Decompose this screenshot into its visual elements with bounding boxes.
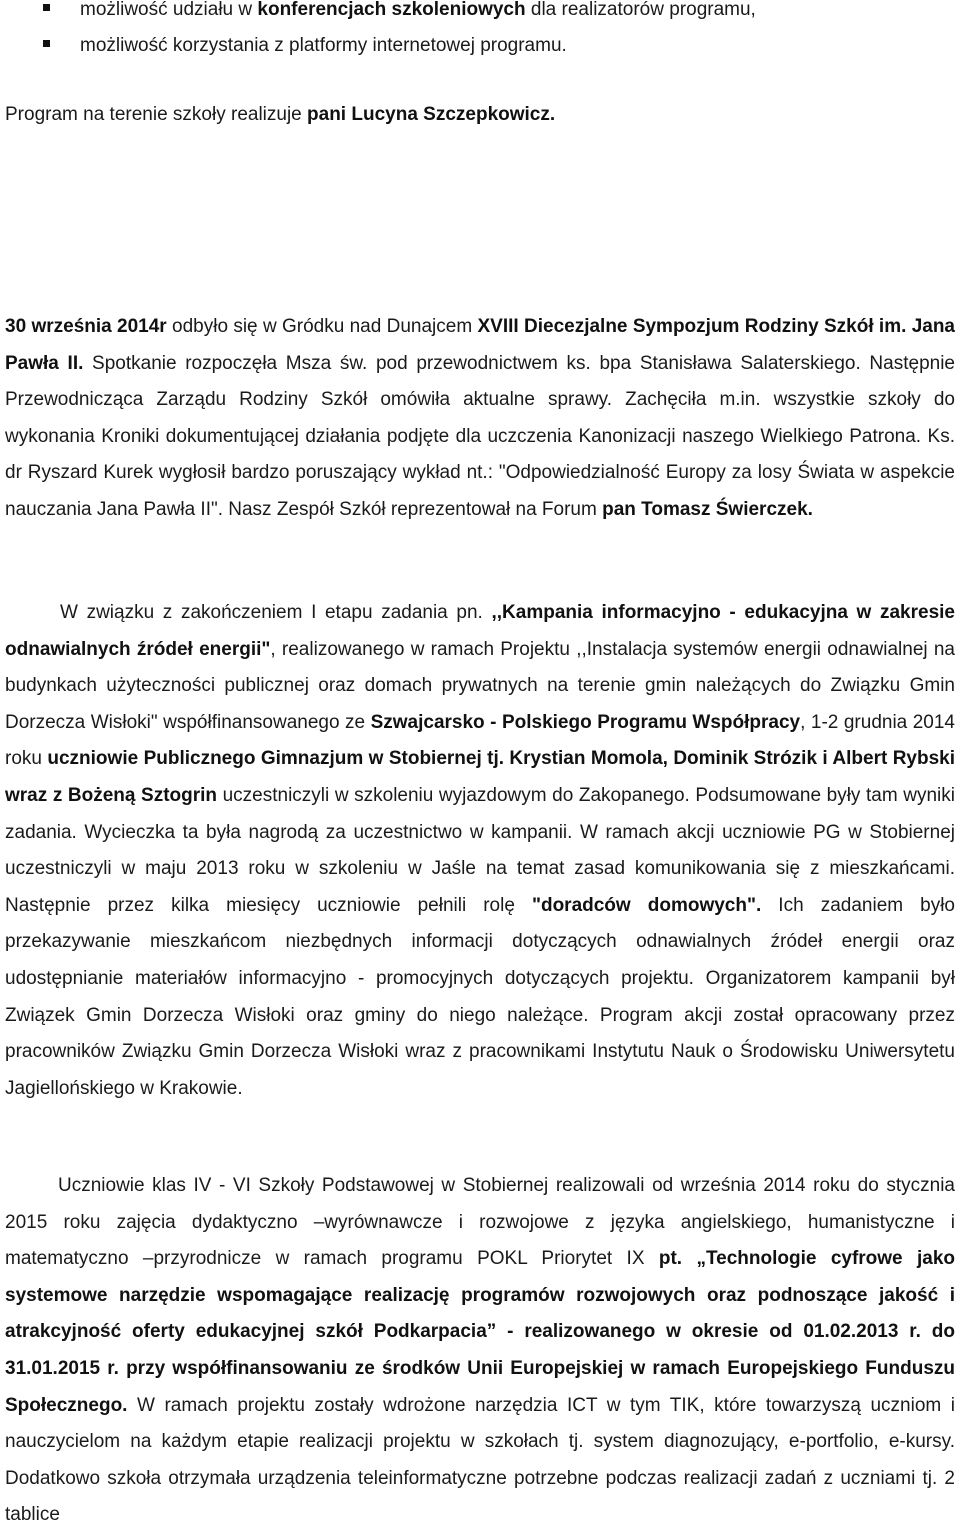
bullet-square-icon xyxy=(43,40,50,47)
paragraph-campaign: W związku z zakończeniem I etapu zadania pn. ,,Kampania informacyjno - edukacyjna w zakresie odnawialnych źródeł energii", realizowanego w ramach Projektu ,,Instalacja systemów energii odnawialnej na budynkach użyteczności publicznej oraz domach prywatnych na terenie gmin należących do Związku Gmin Dorzecza Wisłoki" współfinansowanego ze Szwajcarsko - Polskiego Programu Współpracy, 1-2 grudnia 2014 roku uczniowie Publicznego Gimnazjum w Stobiernej tj. Krystian Momola, Dominik Strózik i Albert Rybski wraz z Bożeną Sztogrin uczestniczyli w szkoleniu wyjazdowym do Zakopanego. Podsumowane były tam wyniki zadania. Wycieczka ta była nagrodą za uczestnictwo w kampanii. W ramach akcji uczniowie PG w Stobiernej uczestniczyli w maju 2013 roku w szkoleniu w Jaśle na temat zasad komunikowania się z mieszkańcami. Następnie przez kilka miesięcy uczniowie pełnili rolę "doradców domowych". Ich zadaniem było przekazywanie mieszkańcom niezbędnych informacji dotyczących odnawialnych źródeł energii oraz udostępnianie materiałów informacyjno - promocyjnych dotyczących projektu. Organizatorem kampanii był Związek Gmin Dorzecza Wisłoki oraz gminy do niego należące. Program akcji został opracowany przez pracowników Związku Gmin Dorzecza Wisłoki wraz z pracownikami Instytutu Nauk o Środowisku Uniwersytetu Jagiellońskiego w Krakowie. xyxy=(5,602,956,1099)
paragraph-pokl-program: Uczniowie klas IV - VI Szkoły Podstawowej w Stobiernej realizowali od września 2014 roku do stycznia 2015 roku zajęcia dydaktyczno –wyrównawcze i rozwojowe z języka angielskiego, humanistyczne i matematyczno –przyrodnicze w ramach programu POKL Priorytet IX pt. „Technologie cyfrowe jako systemowe narzędzie wspomagające realizację programów rozwojowych oraz podnoszące jakość i atrakcyjność oferty edukacyjnej szkół Podkarpacia” - realizowanego w okresie od 01.02.2013 r. do 31.01.2015 r. przy współfinansowaniu ze środków Unii Europejskiej w ramach Europejskiego Funduszu Społecznego. W ramach projektu zostały wdrożone narzędzia ICT w tym TIK, które towarzyszą uczniom i nauczycielom na każdym etapie realizacji projektu w szkołach tj. system diagnozujący, e-portfolio, e-kursy. Dodatkowo szkoła otrzymała urządzenia teleinformatyczne potrzebne podczas realizacji zadań z uczniami tj. 2 tablice xyxy=(5,1175,956,1526)
coordinator-line: Program na terenie szkoły realizuje pani Lucyna Szczepkowicz. xyxy=(5,104,556,125)
bullet-square-icon xyxy=(43,4,50,11)
paragraph-symposium: 30 września 2014r odbyło się w Gródku nad Dunajcem XVIII Diecezjalne Sympozjum Rodziny Szkół im. Jana Pawła II. Spotkanie rozpoczęła Msza św. pod przewodnictwem ks. bpa Stanisława Salaterskiego. Następnie Przewodnicząca Zarządu Rodziny Szkół omówiła aktualne sprawy. Zachęciła m.in. wszystkie szkoły do wykonania Kroniki dokumentującej działania podjęte dla uczczenia Kanonizacji naszego Wielkiego Patrona. Ks. dr Ryszard Kurek wygłosił bardzo poruszający wykład nt.: "Odpowiedzialność Europy za losy Świata w aspekcie nauczania Jana Pawła II". Nasz Zespół Szkół reprezentował na Forum pan Tomasz Świerczek. xyxy=(5,316,955,520)
document-page: możliwość udziału w konferencjach szkoleniowych dla realizatorów programu, możliwość korzystania z platformy internetowej programu. Program na terenie szkoły realizuje pani Lucyna Szczepkowicz. 30 września 2014r odbyło się w Gródku nad Dunajcem XVIII Diecezjalne Sympozjum Rodziny Szkół im. Jana Pawła II. Spotkanie rozpoczęła Msza św. pod przewodnictwem ks. bpa Stanisława Salaterskiego. Następnie Przewodnicząca Zarządu Rodziny Szkół omówiła aktualne sprawy. Zachęciła m.in. wszystkie szkoły do wykonania Kroniki dokumentującej działania podjęte dla uczczenia Kanonizacji naszego Wielkiego Patrona. Ks. dr Ryszard Kurek wygłosił bardzo poruszający wykład nt.: "Odpowiedzialność Europy za losy Świata w aspekcie nauczania Jana Pawła II". Nasz Zespół Szkół reprezentował na Forum pan Tomasz Świerczek. W związku z zakończeniem I etapu zadania pn. ,,Kampania informacyjno - edukacyjna w zakresie odnawialnych źródeł energii", realizowanego w ramach Projektu ,,Instalacja systemów energii odnawialnej na budynkach użyteczności publicznej oraz domach prywatnych na terenie gmin należących do Związku Gmin Dorzecza Wisłoki" współfinansowanego ze Szwajcarsko - Polskiego Programu Współpracy, 1-2 grudnia 2014 roku uczniowie Publicznego Gimnazjum w Stobiernej tj. Krystian Momola, Dominik Strózik i Albert Rybski wraz z Bożeną Sztogrin uczestniczyli w szkoleniu wyjazdowym do Zakopanego. Podsumowane były tam wyniki zadania. Wycieczka ta była nagrodą za uczestnictwo w kampanii. W ramach akcji uczniowie PG w Stobiernej uczestniczyli w maju 2013 roku w szkoleniu w Jaśle na temat zasad komunikowania się z mieszkańcami. Następnie przez kilka miesięcy uczniowie pełnili rolę "doradców domowych". Ich zadaniem było przekazywanie mieszkańcom niezbędnych informacji dotyczących odnawialnych źródeł energii oraz udostępnianie materiałów informacyjno - promocyjnych dotyczących projektu. Organizatorem kampanii był Związek Gmin Dorzecza Wisłoki oraz gminy do niego należące. Program akcji został opracowany przez pracowników Związku Gmin Dorzecza Wisłoki wraz z pracownikami Instytutu Nauk o Środowisku Uniwersytetu Jagiellońskiego w Krakowie. Uczniowie klas IV - VI Szkoły Podstawowej w Stobiernej realizowali od września 2014 roku do stycznia 2015 roku zajęcia dydaktyczno –wyrównawcze i rozwojowe z języka angielskiego, humanistyczne i matematyczno –przyrodnicze w ramach programu POKL Priorytet IX pt. „Technologie cyfrowe jako systemowe narzędzie wspomagające realizację programów rozwojowych oraz podnoszące jakość i atrakcyjność oferty edukacyjnej szkół Podkarpacia” - realizowanego w okresie od 01.02.2013 r. do 31.01.2015 r. przy współfinansowaniu ze środków Unii Europejskiej w ramach Europejskiego Funduszu Społecznego. W ramach projektu zostały wdrożone narzędzia ICT w tym TIK, które towarzyszą uczniom i nauczycielom na każdym etapie realizacji projektu w szkołach tj. system diagnozujący, e-portfolio, e-kursy. Dodatkowo szkoła otrzymała urządzenia teleinformatyczne potrzebne podczas realizacji zadań z uczniami tj. 2 tablice xyxy=(0,0,960,1525)
